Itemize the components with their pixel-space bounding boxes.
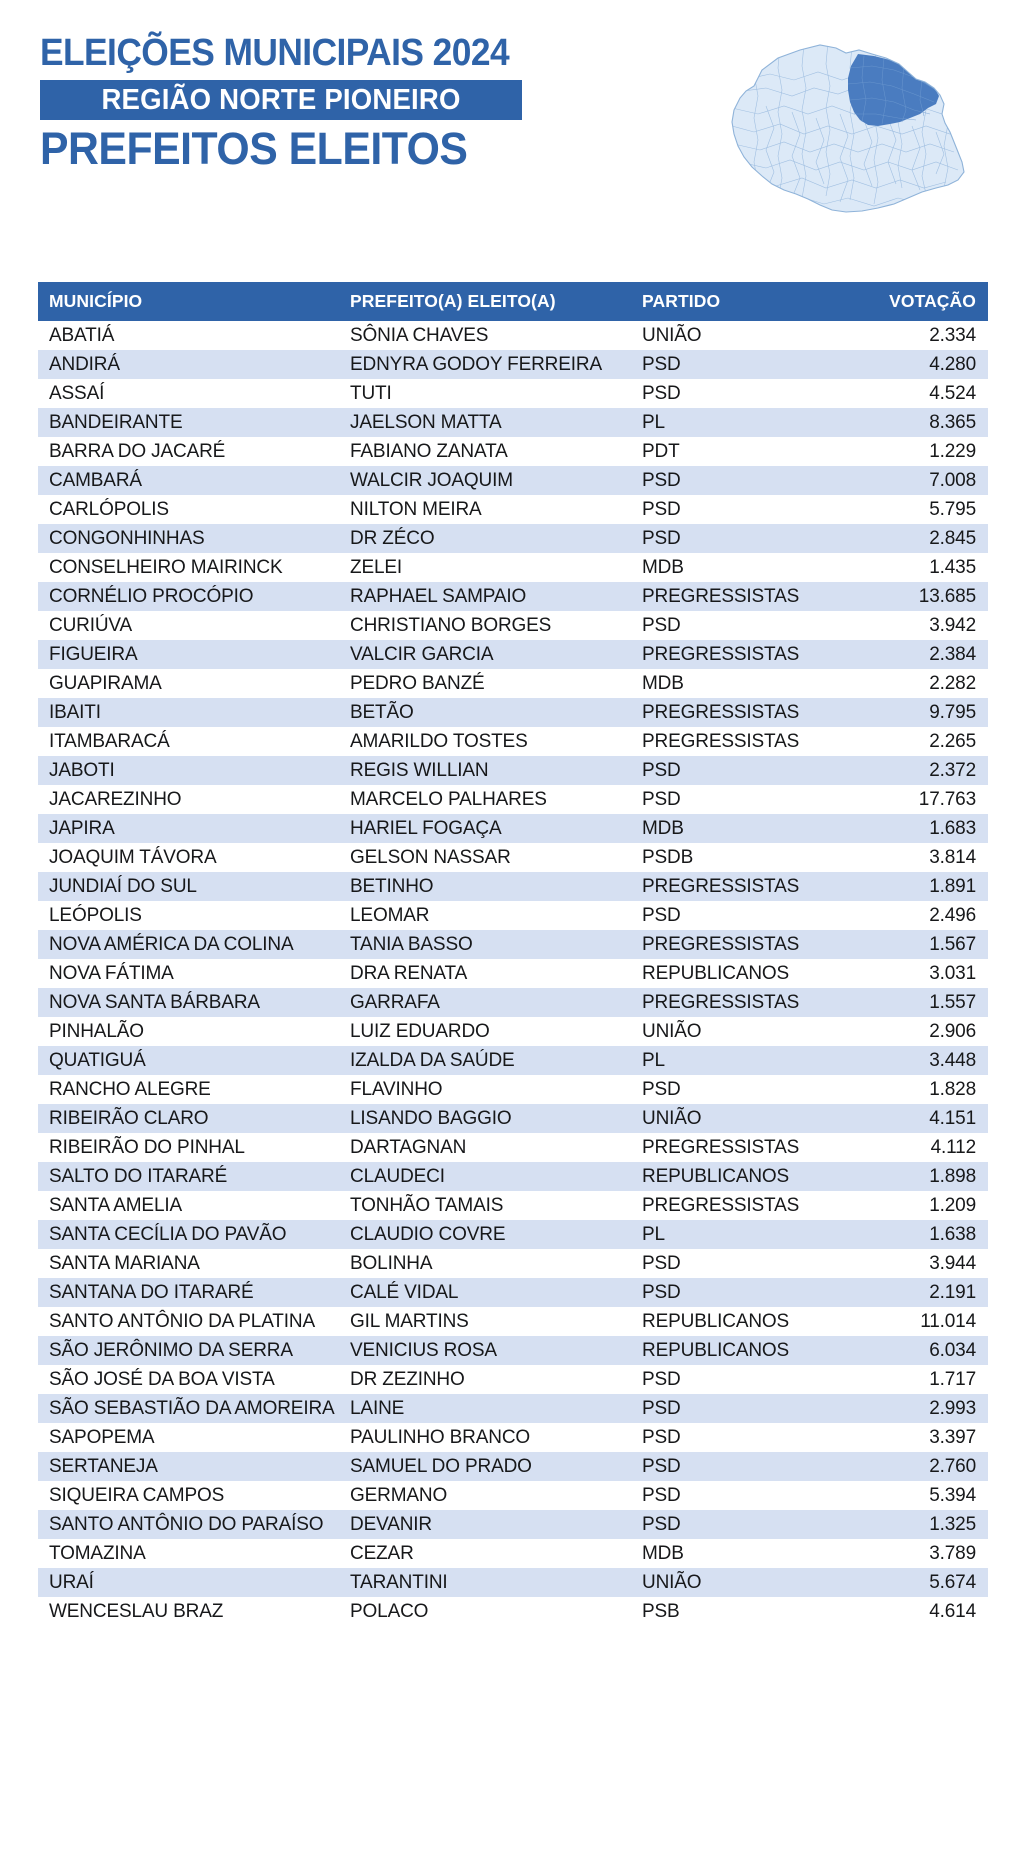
municipality-cell: ITAMBARACÁ xyxy=(38,727,350,756)
party-cell: PREGRESSISTAS xyxy=(642,727,838,756)
table-row xyxy=(38,553,988,582)
votes-cell: 4.151 xyxy=(838,1104,988,1133)
table-row xyxy=(38,1046,988,1075)
municipality-cell: CAMBARÁ xyxy=(38,466,350,495)
table-row xyxy=(38,466,988,495)
table-row xyxy=(38,350,988,379)
votes-cell: 17.763 xyxy=(838,785,988,814)
table-row xyxy=(38,1075,988,1104)
table-row xyxy=(38,698,988,727)
party-cell: PSD xyxy=(642,611,838,640)
municipality-cell: RANCHO ALEGRE xyxy=(38,1075,350,1104)
party-cell: REPUBLICANOS xyxy=(642,1162,838,1191)
mayor-cell: VENICIUS ROSA xyxy=(350,1336,642,1365)
municipality-cell: SÃO SEBASTIÃO DA AMOREIRA xyxy=(38,1394,350,1423)
municipality-cell: SIQUEIRA CAMPOS xyxy=(38,1481,350,1510)
table-header-row xyxy=(38,282,988,321)
municipality-cell: BANDEIRANTE xyxy=(38,408,350,437)
table-row xyxy=(38,1278,988,1307)
municipality-cell: SÃO JERÔNIMO DA SERRA xyxy=(38,1336,350,1365)
table-row xyxy=(38,988,988,1017)
municipality-cell: JABOTI xyxy=(38,756,350,785)
mayor-cell: PEDRO BANZÉ xyxy=(350,669,642,698)
municipality-cell: JAPIRA xyxy=(38,814,350,843)
party-cell: PREGRESSISTAS xyxy=(642,872,838,901)
party-cell: PSD xyxy=(642,1278,838,1307)
table-row xyxy=(38,524,988,553)
party-cell: REPUBLICANOS xyxy=(642,1307,838,1336)
mayor-cell: LISANDO BAGGIO xyxy=(350,1104,642,1133)
results-table-container xyxy=(38,282,988,1626)
page-title: ELEIÇÕES MUNICIPAIS 2024 xyxy=(40,32,510,74)
party-cell: UNIÃO xyxy=(642,1104,838,1133)
column-header-partido: PARTIDO xyxy=(642,282,838,321)
mayor-cell: VALCIR GARCIA xyxy=(350,640,642,669)
mayor-cell: BOLINHA xyxy=(350,1249,642,1278)
mayor-cell: LEOMAR xyxy=(350,901,642,930)
table-row xyxy=(38,321,988,350)
party-cell: MDB xyxy=(642,669,838,698)
table-row xyxy=(38,1191,988,1220)
table-row xyxy=(38,582,988,611)
votes-cell: 5.394 xyxy=(838,1481,988,1510)
table-row xyxy=(38,379,988,408)
table-row xyxy=(38,408,988,437)
municipality-cell: NOVA FÁTIMA xyxy=(38,959,350,988)
table-row xyxy=(38,1249,988,1278)
column-header-municipio: MUNICÍPIO xyxy=(38,282,350,321)
party-cell: PSD xyxy=(642,1510,838,1539)
table-row xyxy=(38,1336,988,1365)
municipality-cell: FIGUEIRA xyxy=(38,640,350,669)
votes-cell: 2.845 xyxy=(838,524,988,553)
table-row xyxy=(38,1510,988,1539)
mayor-cell: CALÉ VIDAL xyxy=(350,1278,642,1307)
municipality-cell: SANTO ANTÔNIO DO PARAÍSO xyxy=(38,1510,350,1539)
municipality-cell: LEÓPOLIS xyxy=(38,901,350,930)
party-cell: REPUBLICANOS xyxy=(642,1336,838,1365)
column-header-votacao: VOTAÇÃO xyxy=(838,282,988,321)
votes-cell: 6.034 xyxy=(838,1336,988,1365)
votes-cell: 2.372 xyxy=(838,756,988,785)
mayor-cell: RAPHAEL SAMPAIO xyxy=(350,582,642,611)
votes-cell: 3.397 xyxy=(838,1423,988,1452)
party-cell: PREGRESSISTAS xyxy=(642,930,838,959)
mayor-cell: SAMUEL DO PRADO xyxy=(350,1452,642,1481)
votes-cell: 1.325 xyxy=(838,1510,988,1539)
page-header xyxy=(0,0,1024,238)
municipality-cell: RIBEIRÃO DO PINHAL xyxy=(38,1133,350,1162)
table-row xyxy=(38,785,988,814)
municipality-cell: JUNDIAÍ DO SUL xyxy=(38,872,350,901)
votes-cell: 7.008 xyxy=(838,466,988,495)
party-cell: PSD xyxy=(642,466,838,495)
municipality-cell: QUATIGUÁ xyxy=(38,1046,350,1075)
votes-cell: 5.674 xyxy=(838,1568,988,1597)
mayor-cell: DR ZEZINHO xyxy=(350,1365,642,1394)
table-row xyxy=(38,669,988,698)
votes-cell: 1.717 xyxy=(838,1365,988,1394)
region-band xyxy=(40,80,522,120)
municipality-cell: ASSAÍ xyxy=(38,379,350,408)
votes-cell: 1.898 xyxy=(838,1162,988,1191)
municipality-cell: CONGONHINHAS xyxy=(38,524,350,553)
party-cell: PREGRESSISTAS xyxy=(642,698,838,727)
party-cell: PL xyxy=(642,408,838,437)
table-body xyxy=(38,321,988,1626)
votes-cell: 1.683 xyxy=(838,814,988,843)
table-row xyxy=(38,756,988,785)
municipality-cell: SALTO DO ITARARÉ xyxy=(38,1162,350,1191)
party-cell: PSD xyxy=(642,785,838,814)
mayor-cell: BETÃO xyxy=(350,698,642,727)
party-cell: UNIÃO xyxy=(642,1568,838,1597)
votes-cell: 5.795 xyxy=(838,495,988,524)
mayor-cell: JAELSON MATTA xyxy=(350,408,642,437)
mayor-cell: DRA RENATA xyxy=(350,959,642,988)
votes-cell: 1.638 xyxy=(838,1220,988,1249)
municipality-cell: NOVA SANTA BÁRBARA xyxy=(38,988,350,1017)
table-row xyxy=(38,1365,988,1394)
party-cell: PSD xyxy=(642,901,838,930)
mayor-cell: TONHÃO TAMAIS xyxy=(350,1191,642,1220)
votes-cell: 2.993 xyxy=(838,1394,988,1423)
table-row xyxy=(38,1133,988,1162)
municipality-cell: IBAITI xyxy=(38,698,350,727)
party-cell: PL xyxy=(642,1220,838,1249)
mayor-cell: NILTON MEIRA xyxy=(350,495,642,524)
table-row xyxy=(38,727,988,756)
mayor-cell: PAULINHO BRANCO xyxy=(350,1423,642,1452)
table-row xyxy=(38,1220,988,1249)
mayor-cell: FABIANO ZANATA xyxy=(350,437,642,466)
votes-cell: 13.685 xyxy=(838,582,988,611)
votes-cell: 4.112 xyxy=(838,1133,988,1162)
page-subtitle: PREFEITOS ELEITOS xyxy=(40,122,468,174)
votes-cell: 4.614 xyxy=(838,1597,988,1626)
votes-cell: 9.795 xyxy=(838,698,988,727)
municipality-cell: RIBEIRÃO CLARO xyxy=(38,1104,350,1133)
party-cell: PSD xyxy=(642,495,838,524)
party-cell: PSB xyxy=(642,1597,838,1626)
table-row xyxy=(38,1452,988,1481)
municipality-cell: SANTO ANTÔNIO DA PLATINA xyxy=(38,1307,350,1336)
mayor-cell: IZALDA DA SAÚDE xyxy=(350,1046,642,1075)
votes-cell: 1.435 xyxy=(838,553,988,582)
party-cell: UNIÃO xyxy=(642,1017,838,1046)
mayor-cell: REGIS WILLIAN xyxy=(350,756,642,785)
votes-cell: 2.760 xyxy=(838,1452,988,1481)
mayor-cell: GIL MARTINS xyxy=(350,1307,642,1336)
votes-cell: 4.524 xyxy=(838,379,988,408)
mayor-cell: LAINE xyxy=(350,1394,642,1423)
votes-cell: 3.031 xyxy=(838,959,988,988)
votes-cell: 2.191 xyxy=(838,1278,988,1307)
party-cell: PSD xyxy=(642,1423,838,1452)
party-cell: PREGRESSISTAS xyxy=(642,988,838,1017)
municipality-cell: SANTANA DO ITARARÉ xyxy=(38,1278,350,1307)
municipality-cell: SANTA CECÍLIA DO PAVÃO xyxy=(38,1220,350,1249)
party-cell: PSD xyxy=(642,1394,838,1423)
municipality-cell: PINHALÃO xyxy=(38,1017,350,1046)
party-cell: PDT xyxy=(642,437,838,466)
party-cell: UNIÃO xyxy=(642,321,838,350)
municipality-cell: CURIÚVA xyxy=(38,611,350,640)
party-cell: PSD xyxy=(642,1249,838,1278)
mayor-cell: DEVANIR xyxy=(350,1510,642,1539)
municipality-cell: BARRA DO JACARÉ xyxy=(38,437,350,466)
party-cell: REPUBLICANOS xyxy=(642,959,838,988)
municipality-cell: SERTANEJA xyxy=(38,1452,350,1481)
party-cell: PREGRESSISTAS xyxy=(642,1191,838,1220)
municipality-cell: SAPOPEMA xyxy=(38,1423,350,1452)
column-header-prefeito: PREFEITO(A) ELEITO(A) xyxy=(350,282,642,321)
votes-cell: 1.209 xyxy=(838,1191,988,1220)
table-row xyxy=(38,1568,988,1597)
votes-cell: 2.906 xyxy=(838,1017,988,1046)
party-cell: MDB xyxy=(642,814,838,843)
votes-cell: 11.014 xyxy=(838,1307,988,1336)
votes-cell: 1.567 xyxy=(838,930,988,959)
votes-cell: 8.365 xyxy=(838,408,988,437)
party-cell: PREGRESSISTAS xyxy=(642,582,838,611)
party-cell: PREGRESSISTAS xyxy=(642,640,838,669)
municipality-cell: ABATIÁ xyxy=(38,321,350,350)
municipality-cell: ANDIRÁ xyxy=(38,350,350,379)
party-cell: PSD xyxy=(642,379,838,408)
party-cell: PSD xyxy=(642,1452,838,1481)
municipality-cell: CORNÉLIO PROCÓPIO xyxy=(38,582,350,611)
party-cell: PSD xyxy=(642,756,838,785)
votes-cell: 2.282 xyxy=(838,669,988,698)
votes-cell: 3.942 xyxy=(838,611,988,640)
region-label: REGIÃO NORTE PIONEIRO xyxy=(101,83,461,116)
party-cell: PSDB xyxy=(642,843,838,872)
municipality-cell: GUAPIRAMA xyxy=(38,669,350,698)
mayor-cell: MARCELO PALHARES xyxy=(350,785,642,814)
votes-cell: 2.496 xyxy=(838,901,988,930)
table-row xyxy=(38,1539,988,1568)
votes-cell: 1.557 xyxy=(838,988,988,1017)
parana-map-graphic xyxy=(696,22,996,222)
municipality-cell: URAÍ xyxy=(38,1568,350,1597)
municipality-cell: WENCESLAU BRAZ xyxy=(38,1597,350,1626)
mayor-cell: AMARILDO TOSTES xyxy=(350,727,642,756)
mayor-cell: CLAUDIO COVRE xyxy=(350,1220,642,1249)
mayor-cell: EDNYRA GODOY FERREIRA xyxy=(350,350,642,379)
municipality-cell: CONSELHEIRO MAIRINCK xyxy=(38,553,350,582)
party-cell: PSD xyxy=(642,1481,838,1510)
votes-cell: 1.828 xyxy=(838,1075,988,1104)
table-row xyxy=(38,1481,988,1510)
party-cell: MDB xyxy=(642,553,838,582)
party-cell: PREGRESSISTAS xyxy=(642,1133,838,1162)
table-row xyxy=(38,611,988,640)
table-row xyxy=(38,959,988,988)
mayor-cell: LUIZ EDUARDO xyxy=(350,1017,642,1046)
municipality-cell: SANTA MARIANA xyxy=(38,1249,350,1278)
mayor-cell: GELSON NASSAR xyxy=(350,843,642,872)
table-row xyxy=(38,1394,988,1423)
table-row xyxy=(38,640,988,669)
municipality-cell: CARLÓPOLIS xyxy=(38,495,350,524)
votes-cell: 2.384 xyxy=(838,640,988,669)
table-row xyxy=(38,495,988,524)
mayor-cell: FLAVINHO xyxy=(350,1075,642,1104)
mayor-cell: SÔNIA CHAVES xyxy=(350,321,642,350)
votes-cell: 3.814 xyxy=(838,843,988,872)
table-row xyxy=(38,1104,988,1133)
mayor-cell: TARANTINI xyxy=(350,1568,642,1597)
votes-cell: 2.265 xyxy=(838,727,988,756)
table-row xyxy=(38,1597,988,1626)
party-cell: PSD xyxy=(642,524,838,553)
votes-cell: 4.280 xyxy=(838,350,988,379)
table-row xyxy=(38,1307,988,1336)
table-row xyxy=(38,1017,988,1046)
municipality-cell: SÃO JOSÉ DA BOA VISTA xyxy=(38,1365,350,1394)
table-row xyxy=(38,872,988,901)
party-cell: PL xyxy=(642,1046,838,1075)
party-cell: PSD xyxy=(642,1365,838,1394)
municipality-cell: JOAQUIM TÁVORA xyxy=(38,843,350,872)
mayor-cell: DR ZÉCO xyxy=(350,524,642,553)
votes-cell: 1.229 xyxy=(838,437,988,466)
votes-cell: 1.891 xyxy=(838,872,988,901)
mayor-cell: TANIA BASSO xyxy=(350,930,642,959)
table-header xyxy=(38,282,988,321)
title-block xyxy=(40,34,600,172)
mayor-cell: POLACO xyxy=(350,1597,642,1626)
party-cell: PSD xyxy=(642,350,838,379)
votes-cell: 3.448 xyxy=(838,1046,988,1075)
municipality-cell: NOVA AMÉRICA DA COLINA xyxy=(38,930,350,959)
mayor-cell: WALCIR JOAQUIM xyxy=(350,466,642,495)
municipality-cell: JACAREZINHO xyxy=(38,785,350,814)
elected-mayors-table xyxy=(38,282,988,1626)
municipality-cell: TOMAZINA xyxy=(38,1539,350,1568)
mayor-cell: ZELEI xyxy=(350,553,642,582)
table-row xyxy=(38,901,988,930)
table-row xyxy=(38,437,988,466)
mayor-cell: CLAUDECI xyxy=(350,1162,642,1191)
mayor-cell: CEZAR xyxy=(350,1539,642,1568)
votes-cell: 3.944 xyxy=(838,1249,988,1278)
mayor-cell: CHRISTIANO BORGES xyxy=(350,611,642,640)
mayor-cell: GERMANO xyxy=(350,1481,642,1510)
party-cell: MDB xyxy=(642,1539,838,1568)
table-row xyxy=(38,930,988,959)
mayor-cell: DARTAGNAN xyxy=(350,1133,642,1162)
table-row xyxy=(38,843,988,872)
mayor-cell: TUTI xyxy=(350,379,642,408)
mayor-cell: HARIEL FOGAÇA xyxy=(350,814,642,843)
table-row xyxy=(38,1423,988,1452)
mayor-cell: BETINHO xyxy=(350,872,642,901)
municipality-cell: SANTA AMELIA xyxy=(38,1191,350,1220)
table-row xyxy=(38,814,988,843)
party-cell: PSD xyxy=(642,1075,838,1104)
mayor-cell: GARRAFA xyxy=(350,988,642,1017)
votes-cell: 2.334 xyxy=(838,321,988,350)
votes-cell: 3.789 xyxy=(838,1539,988,1568)
table-row xyxy=(38,1162,988,1191)
